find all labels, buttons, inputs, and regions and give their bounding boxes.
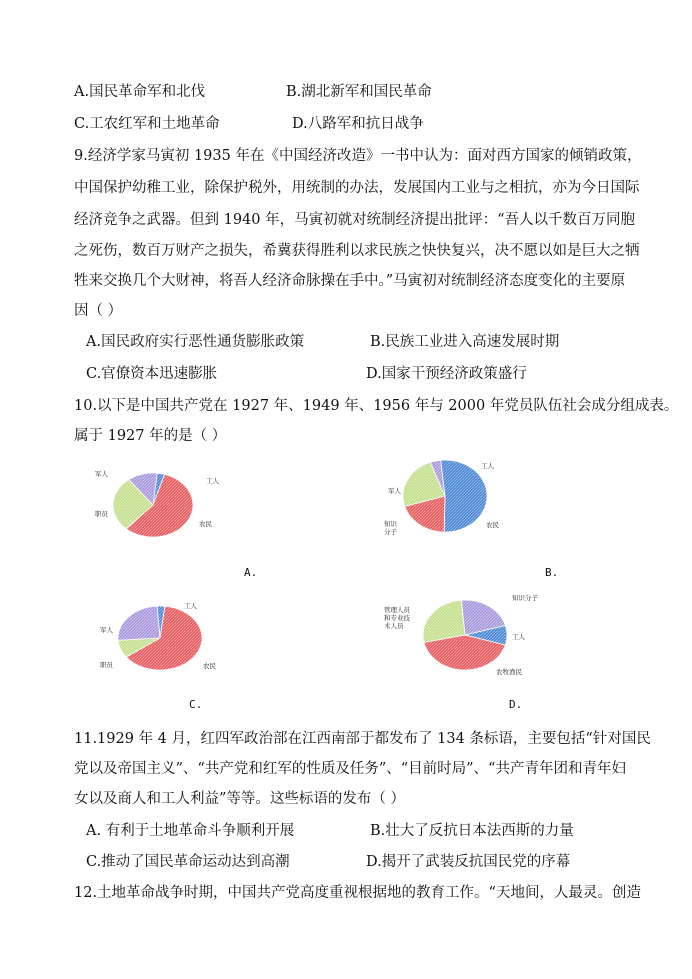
chart-d-label-worker: 工人 — [512, 633, 525, 641]
q12-line-1: 12.土地革命战争时期，中国共产党高度重视根据地的教育工作。“天地间，人最灵。创造 — [74, 885, 641, 901]
q9-line-5: 牲来交换几个大财神，将吾人经济命脉操在手中。”马寅初对统制经济态度变化的主要原 — [74, 273, 626, 289]
q11-option-c: C.推动了国民革命运动达到高潮 — [86, 854, 290, 870]
q10-line-1: 10.以下是中国共产党在 1927 年、1949 年、1956 年与 2000 年党员队伍社会成分组成表。 — [74, 398, 679, 414]
chart-b-label-intellectual-1: 知识 — [384, 520, 397, 528]
chart-d-label-mgmt-3: 术人员 — [384, 622, 404, 630]
q9-line-2: 中国保护幼稚工业，除保护税外，用统制的办法，发展国内工业与之相抗，亦为今日国际 — [74, 180, 640, 196]
chart-c-label-worker: 工人 — [184, 602, 197, 610]
chart-d-label-intellectual: 知识分子 — [512, 594, 538, 602]
q10-line-2: 属于 1927 年的是（ ） — [74, 428, 227, 444]
chart-a-label-soldier: 军人 — [95, 470, 108, 478]
q9-line-1: 9.经济学家马寅初 1935 年在《中国经济改造》一书中认为：面对西方国家的倾销政策， — [74, 148, 642, 164]
q8-option-b: B.湖北新军和国民革命 — [286, 84, 432, 100]
chart-b-caption: B. — [545, 566, 559, 579]
chart-a-label-farmer: 农民 — [199, 520, 212, 528]
q9-line-4: 之死伤，数百万财产之损失，希冀获得胜利以求民族之快快复兴，决不愿以如是巨大之牺 — [74, 243, 640, 259]
chart-b-label-worker: 工人 — [481, 462, 494, 470]
q9-option-d: D.国家干预经济政策盛行 — [366, 366, 527, 382]
q9-option-b: B.民族工业进入高速发展时期 — [370, 334, 560, 350]
q11-option-b: B.壮大了反抗日本法西斯的力量 — [370, 823, 574, 839]
q11-option-a: A. 有利于土地革命斗争顺利开展 — [86, 823, 295, 839]
q9-line-3: 经济竞争之武器。但到 1940 年，马寅初就对统制经济提出批评：“吾人以千数百万同胞 — [74, 212, 636, 228]
chart-c-label-soldier: 军人 — [100, 626, 113, 634]
q8-option-a: A.国民革命军和北伐 — [74, 84, 206, 100]
chart-d-label-mgmt-2: 和专业技 — [384, 614, 410, 622]
q9-option-c: C.官僚资本迅速膨胀 — [86, 366, 218, 382]
chart-d-label-farmer: 农牧渔民 — [496, 668, 522, 676]
q11-option-d: D.揭开了武装反抗国民党的序幕 — [366, 854, 571, 870]
q9-line-6: 因（ ） — [74, 303, 123, 319]
chart-a-caption: A. — [244, 566, 258, 579]
chart-c-label-clerk: 职员 — [100, 661, 113, 669]
chart-c-label-farmer: 农民 — [203, 662, 216, 670]
q11-line-1: 11.1929 年 4 月，红四军政治部在江西南部于都发布了 134 条标语，主要包括“针对国民 — [74, 731, 651, 747]
chart-c-caption: C. — [189, 698, 203, 711]
chart-b-label-soldier: 军人 — [388, 487, 401, 495]
chart-d-label-mgmt-1: 管理人员 — [384, 606, 410, 614]
q9-option-a: A.国民政府实行恶性通货膨胀政策 — [86, 334, 305, 350]
q11-line-3: 女以及商人和工人利益”等等。这些标语的发布（ ） — [74, 791, 406, 807]
chart-d-caption: D. — [509, 698, 523, 711]
q8-option-d: D.八路军和抗日战争 — [292, 116, 424, 132]
chart-a-label-clerk: 职员 — [95, 510, 108, 518]
q8-option-c: C.工农红军和土地革命 — [74, 116, 220, 132]
q11-line-2: 党以及帝国主义”、“共产党和红军的性质及任务”、“目前时局”、“共产青年团和青年妇 — [74, 761, 626, 777]
pie-slice-4 — [423, 600, 465, 642]
chart-b-label-intellectual-2: 分子 — [384, 528, 397, 536]
chart-b-label-farmer: 农民 — [486, 521, 499, 529]
chart-a-label-worker: 工人 — [206, 477, 219, 485]
